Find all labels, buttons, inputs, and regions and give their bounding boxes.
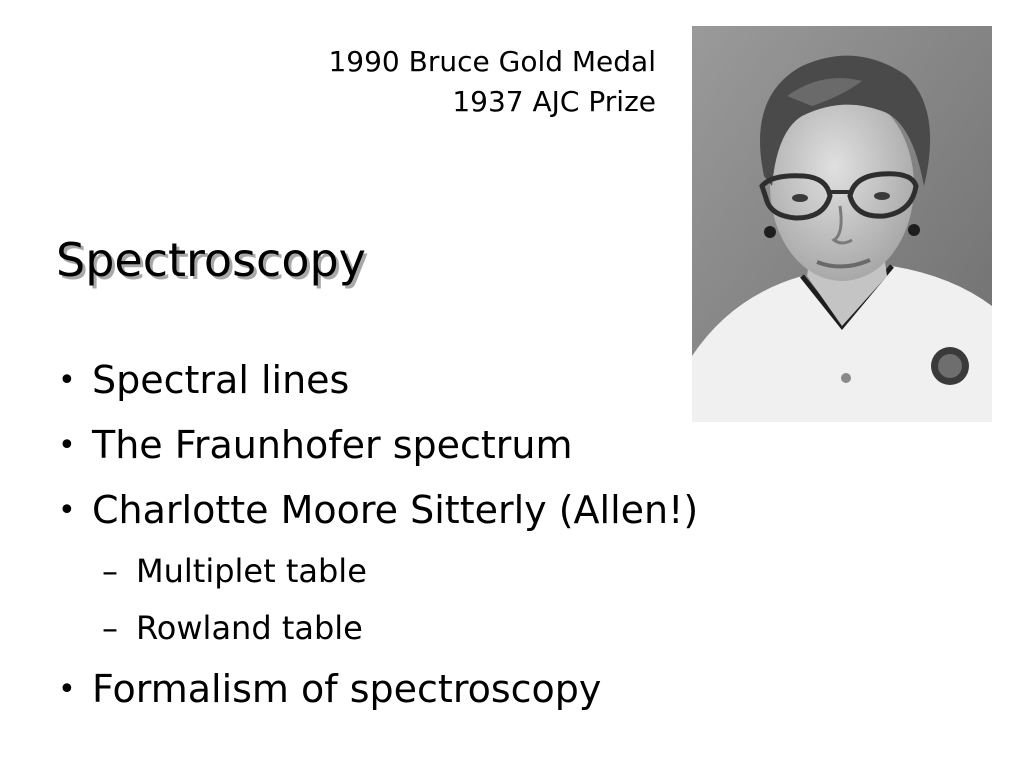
- sub-bullet-marker: –: [102, 609, 118, 647]
- bullet-marker: •: [58, 672, 76, 707]
- bullet-text: Formalism of spectroscopy: [92, 667, 602, 711]
- sub-bullet-list: [58, 543, 698, 657]
- sub-bullet-marker: –: [102, 552, 118, 590]
- sub-list-wrapper: [58, 543, 698, 657]
- award-line-1: 1990 Bruce Gold Medal: [328, 45, 656, 78]
- awards-caption: [328, 42, 656, 122]
- bullet-list: [58, 348, 698, 722]
- sub-bullet-text: Rowland table: [136, 609, 363, 647]
- sub-bullet-item: [58, 543, 698, 600]
- portrait-photo: [692, 26, 992, 422]
- sub-bullet-text: Multiplet table: [136, 552, 367, 590]
- bullet-item: [58, 348, 698, 413]
- bullet-marker: •: [58, 493, 76, 528]
- bullet-item: [58, 478, 698, 543]
- bullet-text: Spectral lines: [92, 358, 350, 402]
- bullet-item: [58, 657, 698, 722]
- bullet-text: The Fraunhofer spectrum: [92, 423, 573, 467]
- bullet-text: Charlotte Moore Sitterly (Allen!): [92, 488, 699, 532]
- portrait-image: [692, 26, 992, 422]
- bullet-item: [58, 413, 698, 478]
- award-line-2: 1937 AJC Prize: [452, 85, 656, 118]
- bullet-marker: •: [58, 363, 76, 398]
- sub-bullet-item: [58, 600, 698, 657]
- slide-title: Spectroscopy: [56, 233, 366, 287]
- bullet-marker: •: [58, 428, 76, 463]
